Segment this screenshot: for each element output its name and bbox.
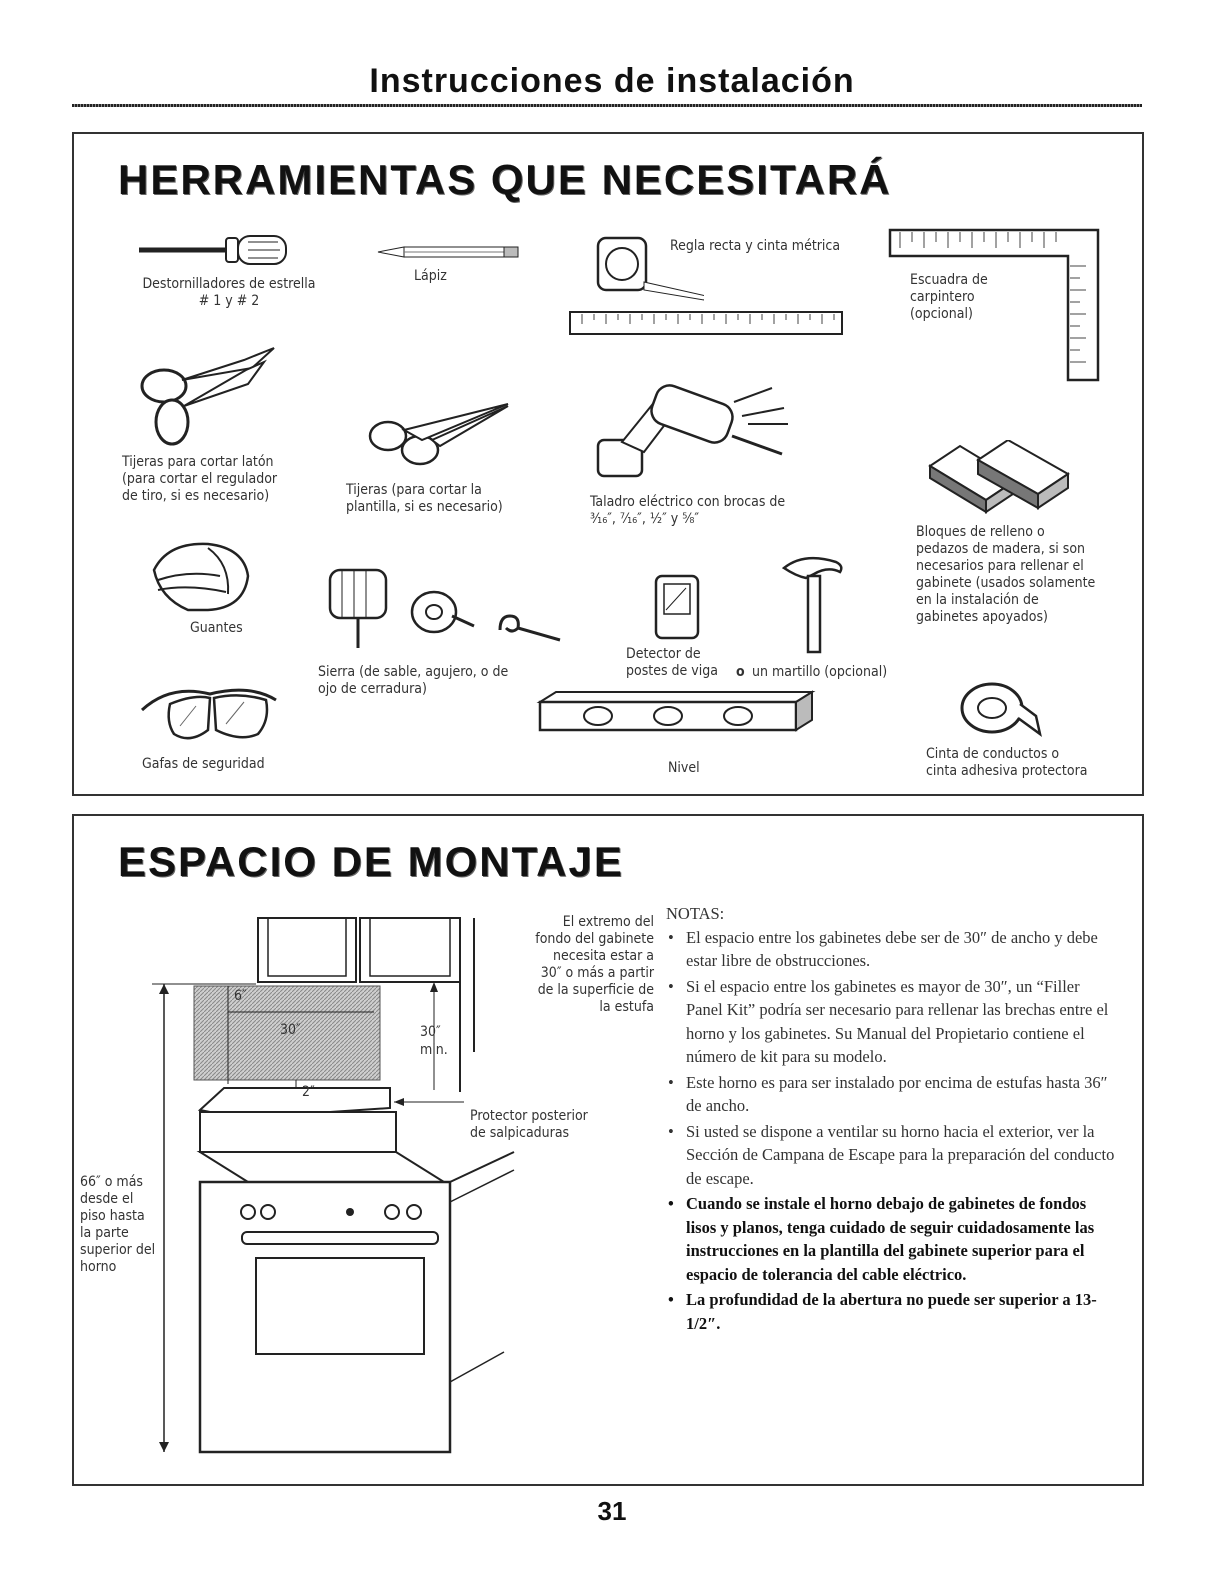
screwdriver-icon xyxy=(134,230,294,270)
tools-panel xyxy=(72,132,1144,796)
or-label: o xyxy=(736,664,745,680)
screwdriver-label: Destornilladores de estrella # 1 y # 2 xyxy=(142,276,316,309)
goggles-icon xyxy=(140,680,280,750)
level-label: Nivel xyxy=(668,760,700,776)
hammer-icon xyxy=(774,550,854,654)
tin-snips-icon xyxy=(134,340,284,450)
note-item: • Este horno es para ser instalado por encima de estufas hasta 36″ de ancho. xyxy=(666,1071,1118,1118)
duct-tape-icon xyxy=(956,674,1046,744)
notes-list xyxy=(666,926,1118,1336)
hammer-label: un martillo (opcional) xyxy=(752,664,888,680)
filler-blocks-icon xyxy=(926,440,1076,520)
drill-icon xyxy=(592,380,792,490)
space-panel xyxy=(72,814,1144,1486)
cabinet-note: El extremo del fondo del gabinete necesita estar a 30″ o más a partir de la superficie de la estufa xyxy=(535,914,654,1015)
dim-30-label: 30″ xyxy=(420,1024,441,1040)
title-divider xyxy=(72,104,1142,107)
dim-min-label: min. xyxy=(420,1042,448,1058)
blocks-label: Bloques de relleno o pedazos de madera, si son necesarios para rellenar el gabinete (usados solamente en la instalación de gabinetes apoyados) xyxy=(916,524,1096,625)
backsplash-label: Protector posterior de salpicaduras xyxy=(470,1108,588,1141)
dim-6-label: 6″ xyxy=(234,988,247,1004)
stud-finder-icon xyxy=(652,572,702,642)
ruler-icon xyxy=(568,310,844,338)
note-item: • El espacio entre los gabinetes debe ser de 30″ de ancho y debe estar libre de obstrucciones. xyxy=(666,926,1118,973)
saw-label: Sierra (de sable, agujero, o de ojo de cerradura) xyxy=(318,664,509,697)
pencil-icon xyxy=(374,242,524,262)
goggles-label: Gafas de seguridad xyxy=(142,756,265,772)
dim-2-label: 2″ xyxy=(302,1084,315,1100)
dim-30-wide-label: 30″ xyxy=(280,1022,301,1038)
scissors-icon xyxy=(362,396,512,476)
gloves-label: Guantes xyxy=(190,620,243,636)
note-item: • Si el espacio entre los gabinetes es mayor de 30″, un “Filler Panel Kit” podría ser necesario para rellenar las brechas entre el horno y los gabinetes. Su Manual del Propietario contiene el número de kit para su modelo. xyxy=(666,975,1118,1069)
stud-finder-label: Detector de postes de viga xyxy=(626,646,718,679)
drill-label: Taladro eléctrico con brocas de ³⁄₁₆″, ⁷⁄₁₆″, ½″ y ⁵⁄₈″ xyxy=(590,494,786,527)
gloves-icon xyxy=(148,536,258,616)
note-item: • La profundidad de la abertura no puede ser superior a 13-1/2″. xyxy=(666,1288,1118,1335)
duct-tape-label: Cinta de conductos o cinta adhesiva protectora xyxy=(926,746,1088,779)
saw-icon xyxy=(314,554,564,654)
page-number: 31 xyxy=(597,1496,627,1526)
tools-title: HERRAMIENTAS QUE NECESITARÁ xyxy=(118,156,892,203)
pencil-label: Lápiz xyxy=(414,268,447,284)
page-title: Instrucciones de instalación xyxy=(369,62,855,100)
tape-label: Regla recta y cinta métrica xyxy=(670,238,841,254)
tin-snips-label: Tijeras para cortar latón (para cortar el regulador de tiro, si es necesario) xyxy=(122,454,278,504)
height-note: 66″ o más desde el piso hasta la parte superior del horno xyxy=(80,1174,156,1275)
notes-section xyxy=(666,902,1118,1337)
note-item: • Si usted se dispone a ventilar su horno hacia el exterior, ver la Sección de Campana de Escape para la preparación del conducto de escape. xyxy=(666,1120,1118,1191)
space-title: ESPACIO DE MONTAJE xyxy=(118,838,624,885)
level-icon xyxy=(536,690,816,736)
notes-title: NOTAS: xyxy=(666,904,725,923)
scissors-label: Tijeras (para cortar la plantilla, si es necesario) xyxy=(346,482,503,515)
installation-diagram xyxy=(144,912,524,1472)
square-label: Escuadra de carpintero (opcional) xyxy=(910,272,988,322)
note-item: • Cuando se instale el horno debajo de gabinetes de fondos lisos y planos, tenga cuidado de seguir cuidadosamente las instrucciones en la plantilla del gabinete superior para el espacio de tolerancia del cable eléctrico. xyxy=(666,1192,1118,1286)
